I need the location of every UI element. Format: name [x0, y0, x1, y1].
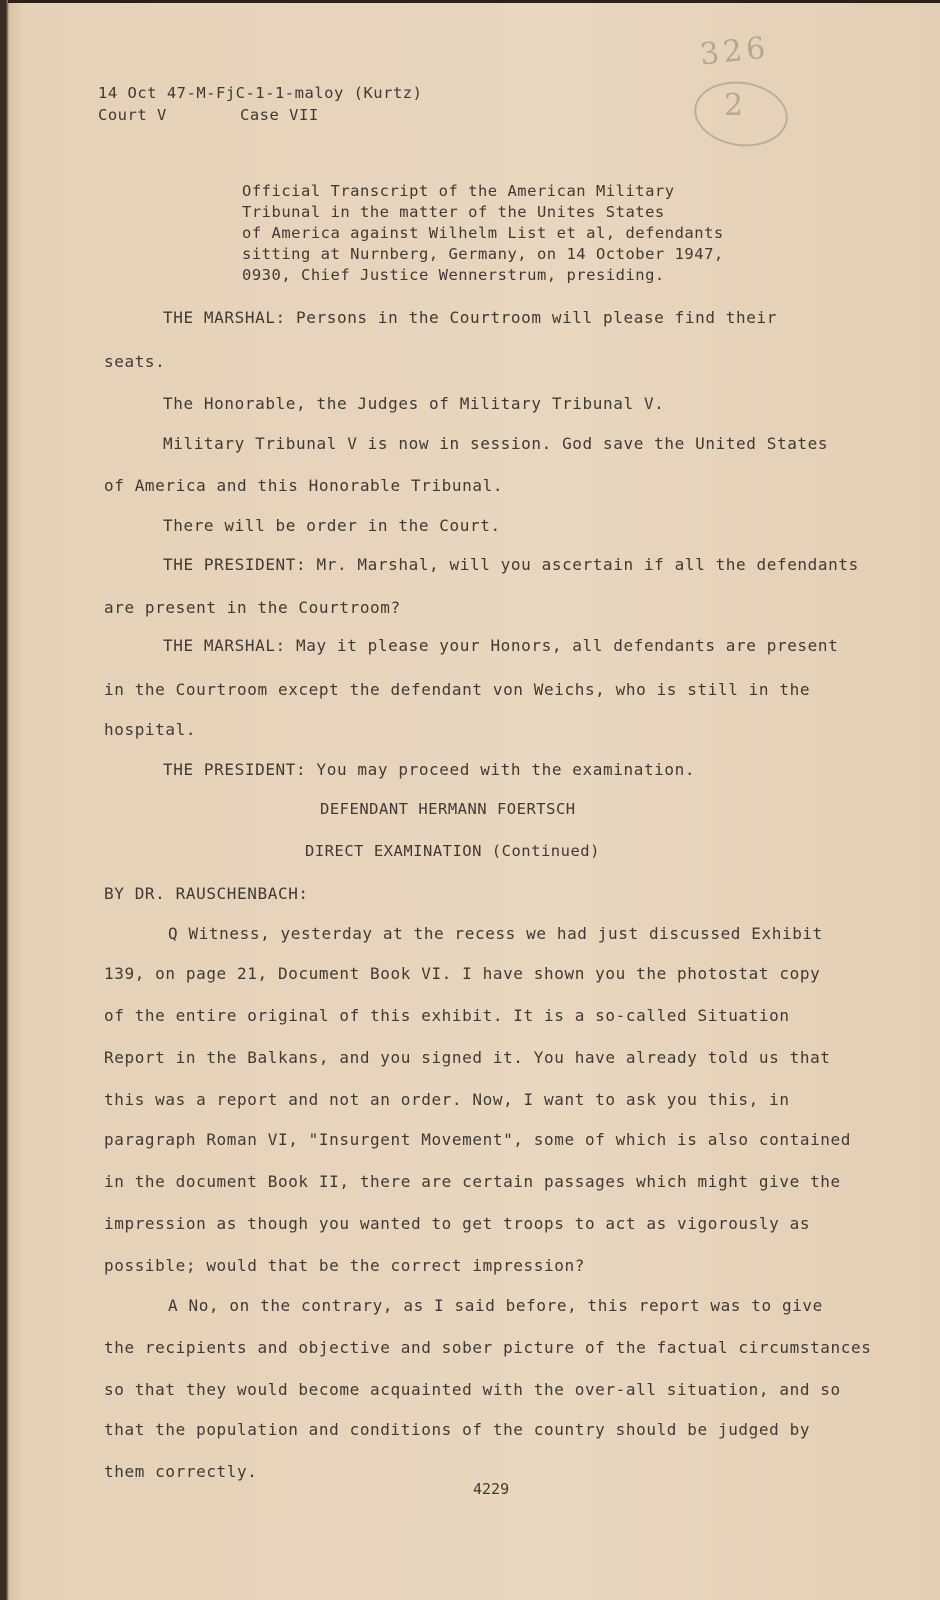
header-case: Case VII	[240, 106, 319, 124]
section-heading: DIRECT EXAMINATION (Continued)	[305, 842, 600, 860]
transcript-line: the recipients and objective and sober picture of the factual circumstances	[104, 1338, 872, 1357]
section-heading: DEFENDANT HERMANN FOERTSCH	[320, 800, 576, 818]
header-court: Court V	[98, 106, 167, 124]
transcript-line: them correctly.	[104, 1462, 258, 1481]
transcript-line: in the document Book II, there are certain passages which might give the	[104, 1172, 841, 1191]
transcript-line: THE MARSHAL: May it please your Honors, all defendants are present	[163, 636, 839, 655]
transcript-line: The Honorable, the Judges of Military Tribunal V.	[163, 394, 665, 413]
preamble-line: of America against Wilhelm List et al, defendants	[242, 224, 724, 242]
transcript-line: paragraph Roman VI, "Insurgent Movement", some of which is also contained	[104, 1130, 851, 1149]
transcript-line: of America and this Honorable Tribunal.	[104, 476, 504, 495]
transcript-line: THE MARSHAL: Persons in the Courtroom will please find their	[163, 308, 777, 327]
transcript-line: A No, on the contrary, as I said before, this report was to give	[168, 1296, 823, 1315]
transcript-line: that the population and conditions of the country should be judged by	[104, 1420, 811, 1439]
top-edge	[8, 0, 940, 3]
handwritten-circled-number: 2	[724, 88, 744, 123]
preamble-line: Tribunal in the matter of the Unites States	[242, 203, 665, 221]
preamble-line: sitting at Nurnberg, Germany, on 14 October 1947,	[242, 245, 724, 263]
transcript-line: impression as though you wanted to get troops to act as vigorously as	[104, 1214, 811, 1233]
preamble-line: Official Transcript of the American Military	[242, 182, 675, 200]
transcript-line: Report in the Balkans, and you signed it. You have already told us that	[104, 1048, 831, 1067]
transcript-line: 139, on page 21, Document Book VI. I have shown you the photostat copy	[104, 964, 821, 983]
page-number: 4229	[473, 1480, 510, 1498]
transcript-line: There will be order in the Court.	[163, 516, 501, 535]
transcript-line: in the Courtroom except the defendant von Weichs, who is still in the	[104, 680, 811, 699]
transcript-line: THE PRESIDENT: Mr. Marshal, will you ascertain if all the defendants	[163, 555, 859, 574]
examiner-line: BY DR. RAUSCHENBACH:	[104, 884, 309, 903]
preamble-line: 0930, Chief Justice Wennerstrum, presiding.	[242, 266, 665, 284]
transcript-line: hospital.	[104, 720, 197, 739]
header-line: 14 Oct 47-M-FjC-1-1-maloy (Kurtz)	[98, 84, 423, 102]
transcript-line: Military Tribunal V is now in session. God save the United States	[163, 434, 829, 453]
transcript-line: Q Witness, yesterday at the recess we had just discussed Exhibit	[168, 924, 823, 943]
transcript-line: are present in the Courtroom?	[104, 598, 401, 617]
transcript-line: so that they would become acquainted with the over-all situation, and so	[104, 1380, 841, 1399]
transcript-line: this was a report and not an order. Now, I want to ask you this, in	[104, 1090, 790, 1109]
transcript-line: THE PRESIDENT: You may proceed with the examination.	[163, 760, 696, 779]
transcript-line: of the entire original of this exhibit. It is a so-called Situation	[104, 1006, 790, 1025]
handwritten-page-number: 326	[698, 30, 771, 73]
transcript-line: possible; would that be the correct impression?	[104, 1256, 585, 1275]
transcript-line: seats.	[104, 352, 166, 371]
